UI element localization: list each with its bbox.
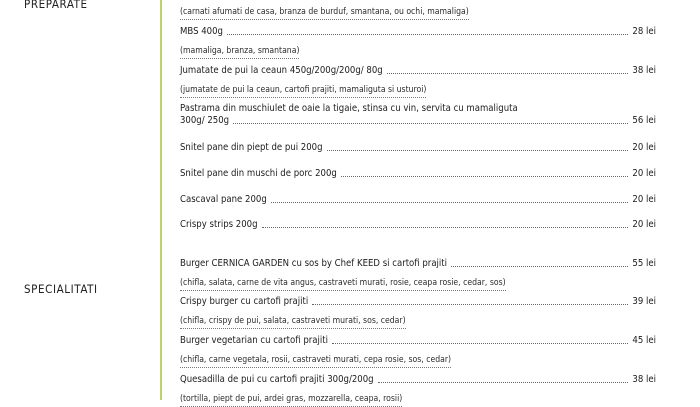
- dot-leader: [327, 150, 629, 151]
- item-name-continued: 300g/ 250g: [180, 115, 230, 126]
- dot-leader: [332, 343, 628, 344]
- item-name: Crispy burger cu cartofi prajiti: [180, 296, 309, 307]
- menu-item: [180, 142, 656, 154]
- item-price: 38 lei: [632, 65, 656, 76]
- item-price: 20 lei: [632, 194, 656, 205]
- item-description: (mamaliga, branza, smantana): [180, 46, 299, 59]
- item-name: Cascaval pane 200g: [180, 194, 267, 205]
- menu-item: [180, 374, 656, 407]
- item-description: (jumatate de pui la ceaun, cartofi prajiti, mamaliguta si usturoi): [180, 85, 426, 98]
- item-price: 28 lei: [632, 26, 656, 37]
- divider-line: [160, 0, 162, 400]
- menu-item: [180, 258, 656, 291]
- item-description: (chifla, crispy de pui, salata, castraveti murati, sos, cedar): [180, 316, 406, 329]
- dot-leader: [227, 34, 628, 35]
- item-price: 20 lei: [632, 219, 656, 230]
- dot-leader: [341, 176, 629, 177]
- item-price: 38 lei: [632, 374, 656, 385]
- item-price: 56 lei: [632, 115, 656, 126]
- item-name: Jumatate de pui la ceaun 450g/200g/200g/ 80g: [180, 65, 383, 76]
- section-title-preparate: PREPARATE: [24, 0, 88, 11]
- dot-leader: [271, 202, 629, 203]
- item-description: (chifla, salata, carne de vita angus, castraveti murati, rosie, ceapa rosie, cedar, sos): [180, 278, 506, 291]
- item-description: (chifla, carne vegetala, rosii, castraveti murati, cepa rosie, sos, cedar): [180, 355, 451, 368]
- item-name: Pastrama din muschiulet de oaie la tigaie, stinsa cu vin, servita cu mamaliguta: [180, 103, 518, 114]
- item-price: 39 lei: [632, 296, 656, 307]
- menu-item: [180, 335, 656, 368]
- dot-leader: [262, 227, 629, 228]
- menu-item: [180, 296, 656, 329]
- menu-item: [180, 219, 656, 231]
- item-name: Snitel pane din muschi de porc 200g: [180, 168, 337, 179]
- dot-leader: [387, 73, 629, 74]
- item-name: Quesadilla de pui cu cartofi prajiti 300g/200g: [180, 374, 374, 385]
- dot-leader: [233, 123, 628, 124]
- item-name: MBS 400g: [180, 26, 223, 37]
- dot-leader: [451, 266, 628, 267]
- dot-leader: [378, 382, 629, 383]
- section-title-specialitati: SPECIALITATI: [24, 282, 98, 296]
- menu-item: [180, 194, 656, 206]
- item-name: Snitel pane din piept de pui 200g: [180, 142, 323, 153]
- menu-item: [180, 65, 656, 98]
- menu-item: [180, 0, 656, 20]
- item-price: 55 lei: [632, 258, 656, 269]
- item-description: (tortilla, piept de pui, ardei gras, mozzarella, ceapa, rosii): [180, 394, 402, 407]
- menu-item: [180, 26, 656, 59]
- item-name: Burger CERNICA GARDEN cu sos by Chef KEED si cartofi prajiti: [180, 258, 448, 269]
- menu-item: [180, 103, 656, 127]
- dot-leader: [312, 304, 628, 305]
- item-price: 45 lei: [632, 335, 656, 346]
- item-price: 20 lei: [632, 142, 656, 153]
- item-name: Burger vegetarian cu cartofi prajiti: [180, 335, 328, 346]
- menu-item: [180, 168, 656, 180]
- item-name: Crispy strips 200g: [180, 219, 258, 230]
- item-price: 20 lei: [632, 168, 656, 179]
- item-description: (carnati afumati de casa, branza de burduf, smantana, ou ochi, mamaliga): [180, 7, 469, 20]
